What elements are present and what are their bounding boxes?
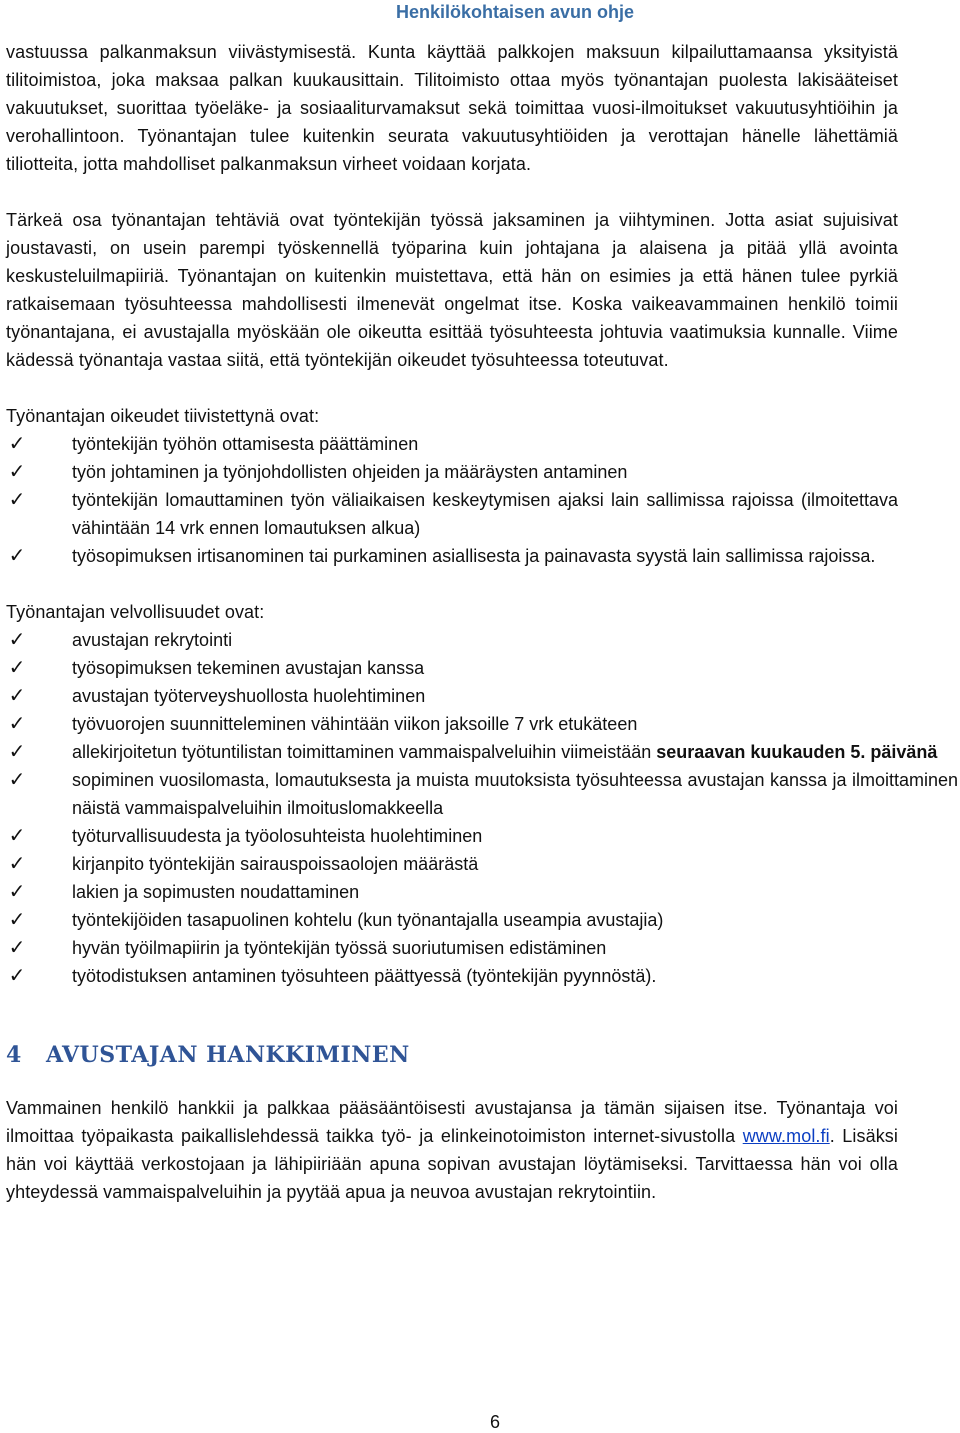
list-item: ✓ työntekijän työhön ottamisesta päättäminen <box>6 430 898 458</box>
list-item: ✓ työsopimuksen irtisanominen tai purkaminen asiallisesta ja painavasta syystä lain sallimissa rajoissa. <box>6 542 898 570</box>
list-item: ✓ työvuorojen suunnitteleminen vähintään viikon jaksoille 7 vrk etukäteen <box>6 710 898 738</box>
checkmark-icon: ✓ <box>8 685 26 707</box>
rights-list <box>6 430 898 570</box>
checkmark-icon: ✓ <box>8 937 26 959</box>
deadline-emphasis: seuraavan kuukauden 5. päivänä <box>656 742 938 762</box>
checkmark-icon: ✓ <box>8 461 26 483</box>
list-item: ✓ allekirjoitetun työtuntilistan toimittaminen vammaispalveluihin viimeistään seuraavan kuukauden 5. päivänä <box>6 738 958 766</box>
list-item: ✓ sopiminen vuosilomasta, lomautuksesta ja muista muutoksista työsuhteessa avustajan kanssa ja ilmoittaminen näistä vammaispalveluihin ilmoituslomakkeella <box>6 766 958 822</box>
list-item: ✓ hyvän työilmapiirin ja työntekijän työssä suoriutumisen edistäminen <box>6 934 898 962</box>
duties-intro: Työnantajan velvollisuudet ovat: <box>6 602 265 622</box>
paragraph-payroll: vastuussa palkanmaksun viivästymisestä. Kunta käyttää palkkojen maksuun kilpailuttamaansa yksityistä tilitoimistoa, joka maksaa palkan kuukausittain. Tilitoimisto ottaa myös työnantajan puolesta lakisääteiset vakuutukset, suorittaa työeläke- ja sosiaaliturvamaksut sekä toimittaa vuosi-ilmoitukset vakuutusyhtiöihin ja verohallintoon. Työnantajan tulee kuitenkin seurata vakuutusyhtiöiden ja verottajan hänelle lähettämiä tiliotteita, jotta mahdolliset palkanmaksun virheet voidaan korjata. <box>6 42 898 174</box>
page-number: 6 <box>489 1412 500 1432</box>
checkmark-icon: ✓ <box>8 741 26 763</box>
list-item: ✓ työntekijöiden tasapuolinen kohtelu (kun työnantajalla useampia avustajia) <box>6 906 898 934</box>
list-item: ✓ avustajan työterveyshuollosta huolehtiminen <box>6 682 898 710</box>
section-heading <box>6 1040 898 1070</box>
list-item: ✓ työntekijän lomauttaminen työn väliaikaisen keskeytymisen ajaksi lain sallimissa rajoissa (ilmoitettava vähintään 14 vrk ennen lomautuksen alkua) <box>6 486 898 542</box>
list-item: ✓ lakien ja sopimusten noudattaminen <box>6 878 898 906</box>
list-item: ✓ työsopimuksen tekeminen avustajan kanssa <box>6 654 898 682</box>
checkmark-icon: ✓ <box>8 853 26 875</box>
checkmark-icon: ✓ <box>8 909 26 931</box>
rights-intro: Työnantajan oikeudet tiivistettynä ovat: <box>6 406 320 426</box>
paragraph-recruitment: Vammainen henkilö hankkii ja palkkaa pääsääntöisesti avustajansa ja tämän sijaisen itse. Työnantaja voi ilmoittaa työpaikasta paikallislehdessä taikka työ- ja elinkeinotoimiston internet-sivustolla www.mol.fi. Lisäksi hän voi käyttää verkostojaan ja lähipiiriään apuna sopivan avustajan löytämiseksi. Tarvittaessa hän voi olla yhteydessä vammaispalveluihin ja pyytää apua ja neuvoa avustajan rekrytointiin. <box>6 1098 899 1202</box>
checkmark-icon: ✓ <box>8 629 26 651</box>
list-item: ✓ avustajan rekrytointi <box>6 626 898 654</box>
page-header: Henkilökohtaisen avun ohje <box>395 2 635 22</box>
checkmark-icon: ✓ <box>8 433 26 455</box>
section-title: AVUSTAJAN HANKKIMINEN <box>46 1042 410 1068</box>
mol-link[interactable]: www.mol.fi <box>742 1126 830 1146</box>
duties-list <box>6 626 958 990</box>
checkmark-icon: ✓ <box>8 657 26 679</box>
checkmark-icon: ✓ <box>8 713 26 735</box>
page-content <box>6 38 958 1206</box>
list-item: ✓ kirjanpito työntekijän sairauspoissaolojen määrästä <box>6 850 898 878</box>
list-item: ✓ työn johtaminen ja työnjohdollisten ohjeiden ja määräysten antaminen <box>6 458 898 486</box>
list-item: ✓ työturvallisuudesta ja työolosuhteista huolehtiminen <box>6 822 898 850</box>
checkmark-icon: ✓ <box>8 769 26 791</box>
checkmark-icon: ✓ <box>8 965 26 987</box>
section-number: 4 <box>6 1042 22 1068</box>
checkmark-icon: ✓ <box>8 881 26 903</box>
checkmark-icon: ✓ <box>8 545 26 567</box>
checkmark-icon: ✓ <box>8 825 26 847</box>
paragraph-wellbeing: Tärkeä osa työnantajan tehtäviä ovat työntekijän työssä jaksaminen ja viihtyminen. Jotta asiat sujuisivat joustavasti, on usein parempi työskennellä työparina kuin johtajana ja alaisena ja pitää yllä avointa keskusteluilmapiiriä. Työnantajan on kuitenkin muistettava, että hän on esimies ja että hänen tulee pyrkiä ratkaisemaan työsuhteessa mahdollisesti ilmenevät ongelmat itse. Koska vaikeavammainen henkilö toimii työnantajana, ei avustajalla myöskään ole oikeutta esittää työsuhteesta johtuvia vaatimuksia kunnalle. Viime kädessä työnantaja vastaa siitä, että työntekijän oikeudet työsuhteessa toteutuvat. <box>6 210 898 370</box>
checkmark-icon: ✓ <box>8 489 26 511</box>
list-item: ✓ työtodistuksen antaminen työsuhteen päättyessä (työntekijän pyynnöstä). <box>6 962 898 990</box>
